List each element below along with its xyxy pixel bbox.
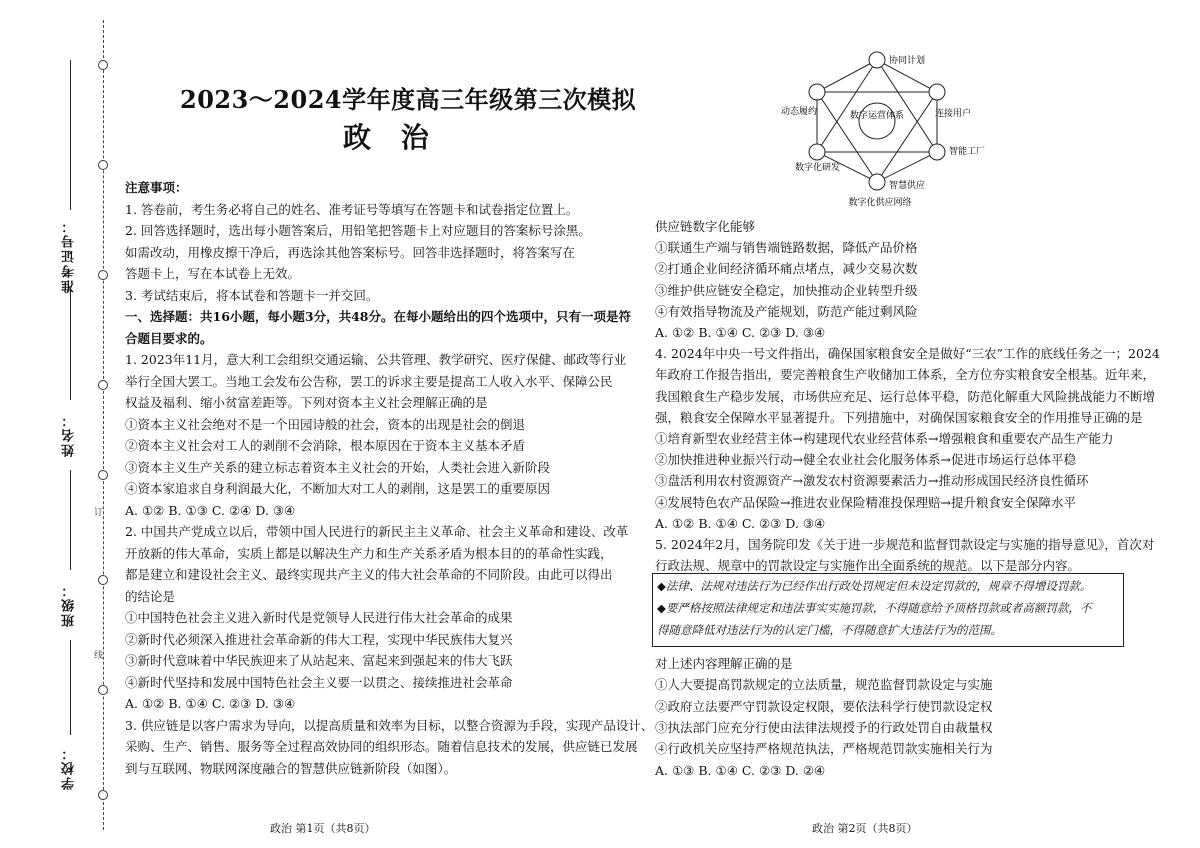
text-line: A. ①② B. ①④ C. ②③ D. ③④ [125,696,296,711]
text-line: ②资本主义社会对工人的剥削不会消除，根本原因在于资本主义基本矛盾 [125,438,526,453]
exam-number-label: 准考证号： [62,218,77,293]
node-collab-plan: 协同计划 [889,56,926,66]
gear-icon [929,144,945,160]
text-line: ②打通企业间经济循环痛点堵点，减少交易次数 [655,261,918,277]
margin-hole [98,790,108,800]
text-line: 答题卡上，写在本试卷上无效。 [125,266,301,281]
flask-icon [809,144,825,160]
graduation-cap-icon [869,174,885,190]
text-line: ③资本主义生产关系的建立标志着资本主义社会的开始，人类社会进入新阶段 [125,459,551,475]
name-fill-line [70,290,71,400]
text-line: 采购、生产、销售、服务等全过程高效协同的组织形态。随着信息技术的发展，供应链已发展 [125,739,638,754]
text-line: 举行全国大罢工。当地工会发布公告称，罢工的诉求主要是提高工人收入水平、保障公民 [125,373,613,389]
text-line: 开放新的伟大革命，实质上都是以解决生产力和生产关系矛盾为根本目的的革命性实践， [125,545,613,561]
text-line: ④发展特色农产品保险→推进农业保险精准投保理赔→提升粮食安全保障水平 [655,494,1076,510]
text-line: ④行政机关应坚持严格规范执法，严格规范罚款实施相关行为 [655,741,993,757]
text-line: 1. 2023年11月，意大利工会组织交通运输、公共管理、教学研究、医疗保健、邮政等行业 [125,352,627,367]
text-line: ③盘活利用农村资源资产→激发农村资源要素活力→推动形成国民经济良性循环 [655,473,1089,489]
text-line: 供应链数字化能够 [655,219,756,234]
text-line: ①资本主义社会绝对不是一个田园诗般的社会，资本的出现是社会的倒退 [125,416,526,432]
footer-page-1: 政治 第1页（共8页） [270,822,376,835]
node-digital-rnd: 数字化研发 [795,163,841,173]
binding-margin-line [103,20,104,830]
box-text-line: ◆法律、法规对违法行为已经作出行政处罚规定但未设定罚款的，规章不得增设罚款。 [657,579,1092,593]
margin-hole [98,470,108,480]
center-circle [859,103,895,139]
text-line: 对上述内容理解正确的是 [655,656,793,671]
node-connect-users: 连接用户 [935,109,972,119]
seal-mark-xian: 线 [94,651,104,661]
diagram-center-label: 数字运营体系 [849,111,905,121]
text-line: 2. 回答选择题时，选出每小题答案后，用铅笔把答题卡上对应题目的答案标号涂黑。 [125,223,591,238]
margin-hole [98,270,108,280]
text-line: ③执法部门应充分行使由法律法规授予的行政处罚自由裁量权 [655,719,993,735]
footer-page-2: 政治 第2页（共8页） [812,822,918,835]
text-line: 都是建立和建设社会主义、最终实现共产主义的伟大社会革命的不同阶段。由此可以得出 [125,567,613,582]
text-line: A. ①② B. ①④ C. ②③ D. ③④ [655,325,826,340]
text-line: 行政法规、规章中的罚款设定与实施作出全面系统的规范。以下是部分内容。 [655,558,1081,574]
diagram-caption: 数字化供应网络 [848,198,912,208]
school-fill-line [70,640,71,735]
digital-supply-network-diagram [775,42,1005,212]
text-line: A. ①② B. ①③ C. ②④ D. ③④ [125,502,296,518]
text-line: 1. 答卷前，考生务必将自己的姓名、准考证号等填写在答题卡和试卷指定位置上。 [125,201,579,217]
class-fill-line [70,470,71,570]
text-line: 到与互联网、物联网深度融合的智慧供应链新阶段（如图）。 [125,760,457,776]
text-line: 5. 2024年2月，国务院印发《关于进一步规范和监督罚款设定与实施的指导意见》，首次对 [655,537,1155,552]
text-line: ②政府立法要严守罚款设定权限，要依法科学行使罚款设定权 [655,698,993,714]
text-line: ①中国特色社会主义进入新时代是党领导人民进行伟大社会革命的成果 [125,610,513,625]
text-line: ③维护供应链安全稳定，加快推动企业转型升级 [655,282,918,298]
exam-subject: 政 治 [343,121,439,154]
text-line: A. ①② B. ①④ C. ②③ D. ③④ [655,515,826,531]
text-line: 2. 中国共产党成立以后，带领中国人民进行的新民主主义革命、社会主义革命和建设、改革 [125,524,629,539]
text-line: 一、选择题：共16小题，每小题3分，共48分。在每小题给出的四个选项中，只有一项是符 [125,309,631,324]
node-dynamic-fulfillment: 动态履约 [781,107,818,117]
clock-icon [869,52,885,68]
node-smart-supply: 智慧供应 [889,181,926,191]
margin-hole [98,380,108,390]
margin-hole [98,60,108,70]
text-line: 注意事项： [125,180,188,195]
text-line: ④有效指导物流及产能规划，防范产能过剩风险 [655,303,918,319]
school-label: 学校： [62,745,77,790]
margin-hole [98,575,108,585]
box-text-line: ◆要严格按照法律规定和违法事实实施罚款，不得随意给予顶格罚款或者高额罚款，不 [657,601,1092,615]
text-line: ③新时代意味着中华民族迎来了从站起来、富起来到强起来的伟大飞跃 [125,653,513,668]
text-line: 我国粮食生产稳步发展，市场供应充足、运行总体平稳，防范化解重大风险挑战能力不断增 [655,388,1156,404]
text-line: 如需改动，用橡皮擦干净后，再选涂其他答案标号。回答非选择题时，将答案写在 [125,244,576,260]
box-text-line: 得随意降低对违法行为的认定门槛，不得随意扩大违法行为的范围。 [657,623,1002,637]
refresh-icon [929,84,945,100]
text-line: ②新时代必须深入推进社会革命新的伟大工程，实现中华民族伟大复兴 [125,631,513,647]
class-label: 班级： [62,582,77,627]
text-line: 3. 考试结束后，将本试卷和答题卡一并交回。 [125,287,379,303]
text-line: 的结论是 [125,588,176,604]
text-line: 权益及福利、缩小贫富差距等。下列对资本主义社会理解正确的是 [125,395,488,410]
name-label: 姓名： [62,412,77,457]
text-line: 3. 供应链是以客户需求为导向，以提高质量和效率为目标，以整合资源为手段，实现产品设计、 [125,717,654,733]
exam-number-fill-line [70,60,71,210]
text-line: ①培育新型农业经营主体→构建现代农业经营体系→增强粮食和重要农产品生产能力 [655,431,1114,446]
node-smart-factory: 智能工厂 [949,147,986,157]
text-line: ④资本家追求自身利润最大化，不断加大对工人的剥削，这是罢工的重要原因 [125,481,551,496]
text-line: ④新时代坚持和发展中国特色社会主义要一以贯之、接续推进社会革命 [125,674,513,690]
margin-hole [98,685,108,695]
text-line: ②加快推进种业振兴行动→健全农业社会化服务体系→促进市场运行总体平稳 [655,452,1076,468]
text-line: 年政府工作报告指出，要完善粮食生产收储加工体系，全方位夯实粮食安全根基。近年来， [655,367,1156,383]
truck-icon [809,84,825,100]
text-line: 合题目要求的。 [125,330,213,346]
text-line: 4. 2024年中央一号文件指出，确保国家粮食安全是做好“三农”工作的底线任务之一；2024 [655,346,1160,362]
margin-hole [98,160,108,170]
text-line: ①人大要提高罚款规定的立法质量，规范监督罚款设定与实施 [655,677,993,693]
seal-mark-ding: 订 [94,508,104,518]
text-line: 强，粮食安全保障水平显著提升。下列措施中，对确保国家粮食安全的作用推导正确的是 [655,409,1143,425]
text-line: A. ①③ B. ①④ C. ②③ D. ②④ [655,762,826,778]
exam-title: 2023～2024学年度高三年级第三次模拟 [180,85,637,114]
text-line: ①联通生产端与销售端链路数据，降低产品价格 [655,240,918,256]
